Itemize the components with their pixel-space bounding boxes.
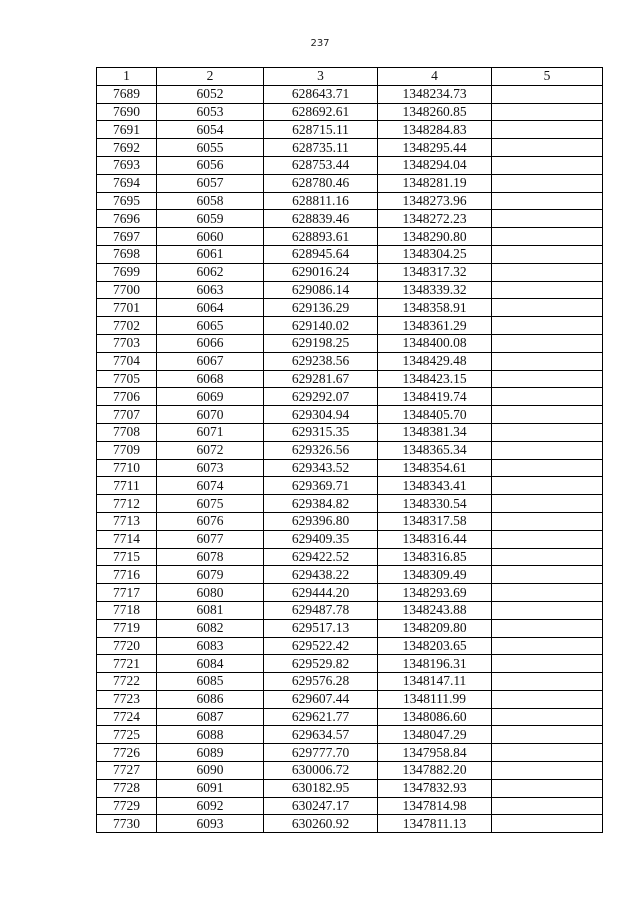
table-cell: 1348317.58 — [378, 512, 492, 530]
table-row — [97, 779, 603, 797]
table-cell: 6073 — [157, 459, 264, 477]
table-cell: 7719 — [97, 619, 157, 637]
table-cell: 1347811.13 — [378, 815, 492, 833]
table-cell — [492, 601, 603, 619]
table-cell: 6055 — [157, 139, 264, 157]
table-row — [97, 512, 603, 530]
table-cell: 1348203.65 — [378, 637, 492, 655]
table-cell — [492, 619, 603, 637]
table-cell: 629198.25 — [264, 334, 378, 352]
table-cell: 6053 — [157, 103, 264, 121]
table-row — [97, 477, 603, 495]
table-cell: 6083 — [157, 637, 264, 655]
table-cell: 630247.17 — [264, 797, 378, 815]
table-cell: 1348209.80 — [378, 619, 492, 637]
table-cell — [492, 263, 603, 281]
table-cell: 6076 — [157, 512, 264, 530]
table-cell: 7695 — [97, 192, 157, 210]
table-cell: 6068 — [157, 370, 264, 388]
table-cell: 1348294.04 — [378, 156, 492, 174]
table-row — [97, 690, 603, 708]
table-cell: 7699 — [97, 263, 157, 281]
table-cell: 1348405.70 — [378, 406, 492, 424]
table-cell — [492, 708, 603, 726]
table-cell: 7701 — [97, 299, 157, 317]
table-cell: 629016.24 — [264, 263, 378, 281]
table-cell — [492, 548, 603, 566]
table-cell: 629621.77 — [264, 708, 378, 726]
table-row — [97, 192, 603, 210]
table-cell — [492, 139, 603, 157]
table-cell: 629438.22 — [264, 566, 378, 584]
table-row — [97, 228, 603, 246]
table-cell: 7715 — [97, 548, 157, 566]
table-cell: 1348354.61 — [378, 459, 492, 477]
table-cell: 6070 — [157, 406, 264, 424]
table-cell — [492, 477, 603, 495]
table-cell — [492, 85, 603, 103]
table-cell: 7708 — [97, 423, 157, 441]
table-cell: 628643.71 — [264, 85, 378, 103]
table-row — [97, 584, 603, 602]
table-cell: 6091 — [157, 779, 264, 797]
table-cell: 1348423.15 — [378, 370, 492, 388]
table-cell — [492, 797, 603, 815]
table-cell — [492, 744, 603, 762]
table-cell: 6066 — [157, 334, 264, 352]
table-row — [97, 655, 603, 673]
table-cell: 1348361.29 — [378, 317, 492, 335]
table-row — [97, 601, 603, 619]
table-cell: 7690 — [97, 103, 157, 121]
table-row — [97, 423, 603, 441]
table-cell: 6087 — [157, 708, 264, 726]
table-cell — [492, 726, 603, 744]
table-cell — [492, 210, 603, 228]
table-cell: 7700 — [97, 281, 157, 299]
table-cell: 7717 — [97, 584, 157, 602]
column-header: 5 — [492, 68, 603, 86]
table-cell: 1348309.49 — [378, 566, 492, 584]
table-row — [97, 139, 603, 157]
table-row — [97, 637, 603, 655]
table-cell: 1348429.48 — [378, 352, 492, 370]
table-cell: 629634.57 — [264, 726, 378, 744]
table-cell: 629304.94 — [264, 406, 378, 424]
table-cell: 629529.82 — [264, 655, 378, 673]
table-cell: 1347958.84 — [378, 744, 492, 762]
table-cell: 1348365.34 — [378, 441, 492, 459]
table-cell: 7710 — [97, 459, 157, 477]
table-cell: 7698 — [97, 245, 157, 263]
table-cell: 630260.92 — [264, 815, 378, 833]
table-cell — [492, 530, 603, 548]
table-cell — [492, 352, 603, 370]
column-header: 3 — [264, 68, 378, 86]
table-cell: 629384.82 — [264, 495, 378, 513]
table-row — [97, 103, 603, 121]
table-cell: 6062 — [157, 263, 264, 281]
table-cell: 6071 — [157, 423, 264, 441]
table-cell: 7712 — [97, 495, 157, 513]
table-cell: 7718 — [97, 601, 157, 619]
table-cell: 1348047.29 — [378, 726, 492, 744]
table-cell — [492, 299, 603, 317]
table-cell: 629281.67 — [264, 370, 378, 388]
table-cell: 6060 — [157, 228, 264, 246]
table-cell: 628780.46 — [264, 174, 378, 192]
table-cell — [492, 281, 603, 299]
table-row — [97, 406, 603, 424]
table-cell: 6059 — [157, 210, 264, 228]
table-cell: 7702 — [97, 317, 157, 335]
table-row — [97, 708, 603, 726]
table-cell: 1348304.25 — [378, 245, 492, 263]
table-cell: 7713 — [97, 512, 157, 530]
table-cell: 7707 — [97, 406, 157, 424]
table-cell — [492, 459, 603, 477]
table-cell: 1348281.19 — [378, 174, 492, 192]
table-cell: 7696 — [97, 210, 157, 228]
table-cell — [492, 192, 603, 210]
table-cell — [492, 174, 603, 192]
table-cell: 1348272.23 — [378, 210, 492, 228]
table-cell — [492, 406, 603, 424]
table-cell — [492, 637, 603, 655]
table-cell: 6072 — [157, 441, 264, 459]
table-cell: 629444.20 — [264, 584, 378, 602]
table-row — [97, 388, 603, 406]
table-cell: 7694 — [97, 174, 157, 192]
table-cell — [492, 121, 603, 139]
table-cell: 7729 — [97, 797, 157, 815]
table-cell: 7724 — [97, 708, 157, 726]
table-cell: 629777.70 — [264, 744, 378, 762]
table-cell: 1347814.98 — [378, 797, 492, 815]
table-cell — [492, 156, 603, 174]
table-row — [97, 245, 603, 263]
table-cell: 629343.52 — [264, 459, 378, 477]
table-row — [97, 156, 603, 174]
table-cell: 6069 — [157, 388, 264, 406]
table-cell — [492, 103, 603, 121]
table-row — [97, 174, 603, 192]
page-number: 237 — [310, 38, 330, 49]
table-row — [97, 441, 603, 459]
table-cell — [492, 423, 603, 441]
table-cell: 6074 — [157, 477, 264, 495]
table-cell: 7705 — [97, 370, 157, 388]
table-cell: 6052 — [157, 85, 264, 103]
table-cell: 629517.13 — [264, 619, 378, 637]
table-cell: 6088 — [157, 726, 264, 744]
table-cell: 7691 — [97, 121, 157, 139]
table-cell: 7725 — [97, 726, 157, 744]
table-row — [97, 762, 603, 780]
table-cell: 629292.07 — [264, 388, 378, 406]
table-cell: 7728 — [97, 779, 157, 797]
table-cell: 6065 — [157, 317, 264, 335]
table-row — [97, 619, 603, 637]
table-cell — [492, 815, 603, 833]
table-cell: 6078 — [157, 548, 264, 566]
table-cell: 6057 — [157, 174, 264, 192]
table-cell: 1348234.73 — [378, 85, 492, 103]
table-row — [97, 815, 603, 833]
table-cell: 628715.11 — [264, 121, 378, 139]
table-cell: 1348343.41 — [378, 477, 492, 495]
table-row — [97, 263, 603, 281]
table-cell: 629409.35 — [264, 530, 378, 548]
table-cell — [492, 334, 603, 352]
table-cell: 7703 — [97, 334, 157, 352]
table-cell: 7711 — [97, 477, 157, 495]
table-cell: 1348086.60 — [378, 708, 492, 726]
table-cell: 628893.61 — [264, 228, 378, 246]
table-cell — [492, 495, 603, 513]
table-cell: 7722 — [97, 673, 157, 691]
table-cell: 629238.56 — [264, 352, 378, 370]
table-row — [97, 370, 603, 388]
table-cell: 628811.16 — [264, 192, 378, 210]
table-row — [97, 744, 603, 762]
table-cell: 6064 — [157, 299, 264, 317]
table-cell — [492, 690, 603, 708]
table-cell: 629522.42 — [264, 637, 378, 655]
table-cell: 629576.28 — [264, 673, 378, 691]
table-cell: 7723 — [97, 690, 157, 708]
table-cell — [492, 245, 603, 263]
table-row — [97, 299, 603, 317]
table-cell: 6082 — [157, 619, 264, 637]
table-cell: 6086 — [157, 690, 264, 708]
table-cell: 629315.35 — [264, 423, 378, 441]
table-cell: 1348196.31 — [378, 655, 492, 673]
table-cell — [492, 673, 603, 691]
table-cell: 6077 — [157, 530, 264, 548]
table-cell: 6079 — [157, 566, 264, 584]
table-cell: 6089 — [157, 744, 264, 762]
table-cell — [492, 317, 603, 335]
table-cell: 628735.11 — [264, 139, 378, 157]
table-cell: 1347882.20 — [378, 762, 492, 780]
table-row — [97, 566, 603, 584]
table-cell: 7714 — [97, 530, 157, 548]
table-cell: 6081 — [157, 601, 264, 619]
table-cell: 1348358.91 — [378, 299, 492, 317]
table-row — [97, 673, 603, 691]
table-cell: 1348419.74 — [378, 388, 492, 406]
table-cell: 629326.56 — [264, 441, 378, 459]
table-cell — [492, 566, 603, 584]
table-body — [97, 85, 603, 832]
table-cell: 6093 — [157, 815, 264, 833]
table-cell: 6090 — [157, 762, 264, 780]
table-cell: 6056 — [157, 156, 264, 174]
table-cell — [492, 779, 603, 797]
table-cell — [492, 512, 603, 530]
table-cell: 6063 — [157, 281, 264, 299]
table-cell: 628839.46 — [264, 210, 378, 228]
table-cell: 628692.61 — [264, 103, 378, 121]
table-row — [97, 548, 603, 566]
table-row — [97, 797, 603, 815]
table-cell: 1348147.11 — [378, 673, 492, 691]
table-cell: 629607.44 — [264, 690, 378, 708]
table-row — [97, 726, 603, 744]
table-cell: 7727 — [97, 762, 157, 780]
coordinates-table — [96, 67, 603, 833]
column-header: 2 — [157, 68, 264, 86]
table-cell: 629369.71 — [264, 477, 378, 495]
table-cell: 7706 — [97, 388, 157, 406]
table-cell: 1348330.54 — [378, 495, 492, 513]
table-row — [97, 459, 603, 477]
table-row — [97, 317, 603, 335]
table-cell: 6067 — [157, 352, 264, 370]
table-cell: 1348339.32 — [378, 281, 492, 299]
table-cell: 6085 — [157, 673, 264, 691]
table-cell: 6058 — [157, 192, 264, 210]
table-cell: 7721 — [97, 655, 157, 673]
table-cell: 7693 — [97, 156, 157, 174]
table-cell — [492, 762, 603, 780]
table-cell: 6084 — [157, 655, 264, 673]
table-cell: 7716 — [97, 566, 157, 584]
table-cell: 628945.64 — [264, 245, 378, 263]
table-row — [97, 210, 603, 228]
table-row — [97, 281, 603, 299]
table-cell — [492, 370, 603, 388]
table-cell: 629396.80 — [264, 512, 378, 530]
table-cell: 628753.44 — [264, 156, 378, 174]
table-cell: 1348293.69 — [378, 584, 492, 602]
table-cell: 7730 — [97, 815, 157, 833]
table-cell: 629086.14 — [264, 281, 378, 299]
table-row — [97, 85, 603, 103]
table-row — [97, 334, 603, 352]
table-cell: 1348260.85 — [378, 103, 492, 121]
table-cell: 7692 — [97, 139, 157, 157]
table-cell — [492, 441, 603, 459]
table-cell: 630006.72 — [264, 762, 378, 780]
table-header-row — [97, 68, 603, 86]
table-cell: 1348400.08 — [378, 334, 492, 352]
table-cell: 7689 — [97, 85, 157, 103]
table-cell: 1348295.44 — [378, 139, 492, 157]
table-cell: 1348290.80 — [378, 228, 492, 246]
table-row — [97, 530, 603, 548]
table-cell: 6075 — [157, 495, 264, 513]
table-cell: 6054 — [157, 121, 264, 139]
table-cell: 6061 — [157, 245, 264, 263]
table-cell — [492, 228, 603, 246]
table-row — [97, 495, 603, 513]
column-header: 1 — [97, 68, 157, 86]
table-cell: 6092 — [157, 797, 264, 815]
table-cell: 7709 — [97, 441, 157, 459]
table-cell — [492, 655, 603, 673]
table-cell: 630182.95 — [264, 779, 378, 797]
table-cell: 1347832.93 — [378, 779, 492, 797]
table-cell: 1348316.85 — [378, 548, 492, 566]
table-row — [97, 352, 603, 370]
table-cell: 1348243.88 — [378, 601, 492, 619]
column-header: 4 — [378, 68, 492, 86]
table-cell: 7697 — [97, 228, 157, 246]
table-cell: 1348273.96 — [378, 192, 492, 210]
table-cell — [492, 388, 603, 406]
table-cell: 6080 — [157, 584, 264, 602]
table-cell: 1348284.83 — [378, 121, 492, 139]
table-cell: 1348381.34 — [378, 423, 492, 441]
table-cell: 7726 — [97, 744, 157, 762]
table-cell: 629136.29 — [264, 299, 378, 317]
table-cell: 629140.02 — [264, 317, 378, 335]
table-cell: 629487.78 — [264, 601, 378, 619]
table-cell — [492, 584, 603, 602]
table-cell: 7704 — [97, 352, 157, 370]
table-row — [97, 121, 603, 139]
table-cell: 1348111.99 — [378, 690, 492, 708]
table-cell: 1348316.44 — [378, 530, 492, 548]
table-cell: 1348317.32 — [378, 263, 492, 281]
table-cell: 629422.52 — [264, 548, 378, 566]
table-cell: 7720 — [97, 637, 157, 655]
